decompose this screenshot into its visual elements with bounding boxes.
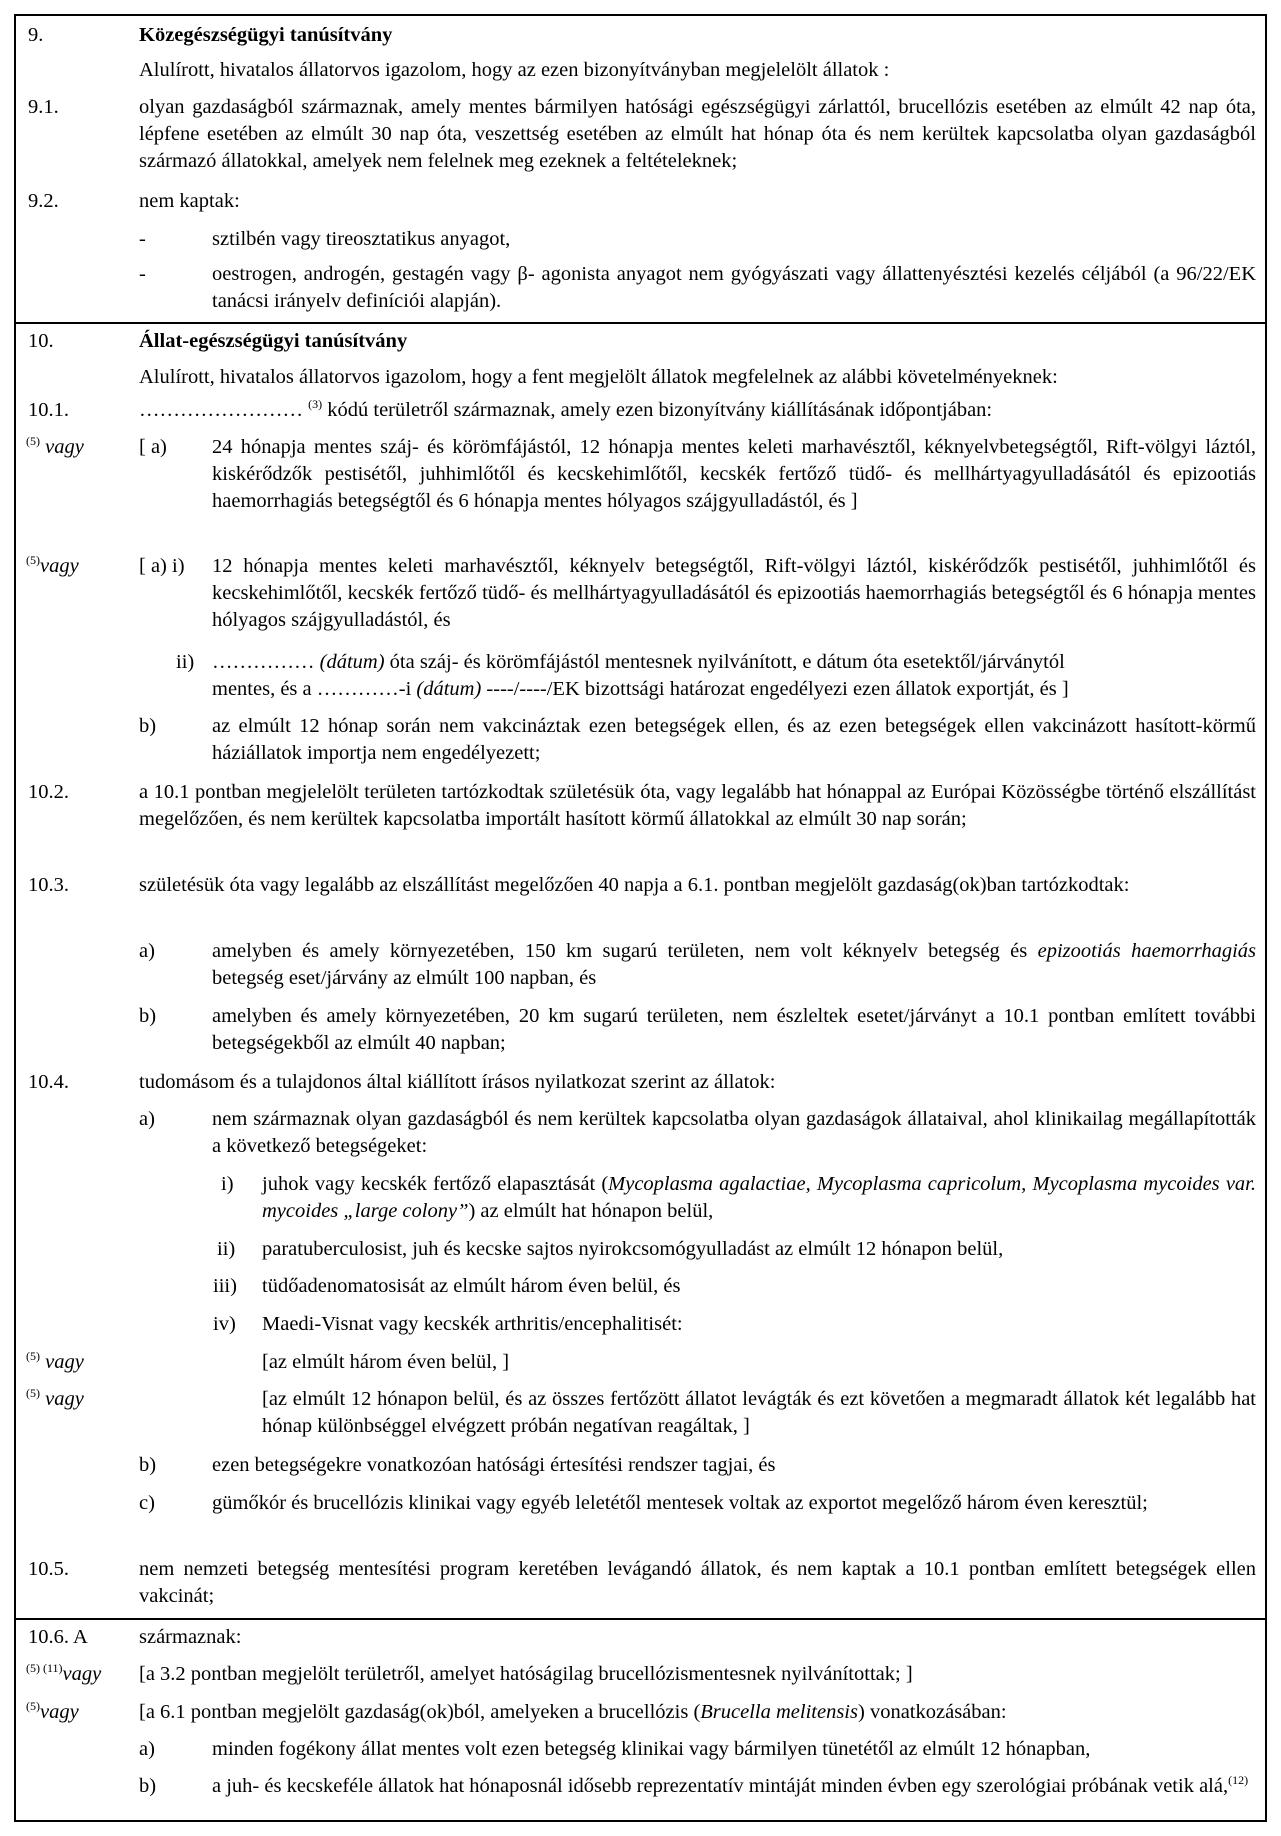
s10-3-a-text-2: betegség eset/járvány az elmúlt 100 napban, és — [212, 967, 597, 989]
datum-placeholder: (dátum) — [314, 651, 385, 673]
s10-4-c-text: gümőkór és brucellózis klinikai vagy egyéb leletétől mentesek voltak az exportot megelőző három éven keresztül; — [212, 1492, 1148, 1514]
s10-3-a-text-1: amelyben és amely környezetében, 150 km sugarú területen, nem volt kéknyelv betegség és — [212, 940, 1038, 962]
certificate-page — [14, 14, 1267, 1822]
s9-number: 9. — [28, 24, 44, 46]
s10-1-aii-text-2a: mentes, és a …………-i — [212, 678, 417, 700]
s10-title: Állat-egészségügyi tanúsítvány — [139, 330, 408, 352]
s10-4-number: 10.4. — [28, 1071, 69, 1093]
datum-placeholder: (dátum) — [416, 678, 482, 700]
s10-1-a-text: 24 hónapja mentes száj- és körömfájástól, 12 hónapja mentes keleti marhavésztől, kéknyelvbetegségtől, Rift-völgyi láztól, kiskérődzők pestisétől, juhhimlőtől és kecskehimlőtől, kecskék fertőző tüdő- és mellhártyagyulladásától és epizootiás haemorrhagiás betegségtől és 6 hónapja mentes hólyagos szájgyulladástól, és ] — [212, 436, 1256, 512]
s10-4-aiii-label: iii) — [213, 1275, 237, 1297]
s10-4-option-2-text: [az elmúlt 12 hónapon belül, és az összes fertőzött állatot levágták és ezt követően a megmaradt állatok két legalább hat hónap különbséggel elvégzett próbán negatívan reagáltak, ] — [262, 1388, 1256, 1437]
s10-4-aiv-label: iv) — [213, 1313, 236, 1335]
s10-4-a-text: nem származnak olyan gazdaságból és nem kerültek kapcsolatba olyan gazdaságok állataival, ahol klinikailag megállapították a következő betegségeket: — [212, 1108, 1256, 1157]
s10-number: 10. — [28, 330, 54, 352]
s10-3-a-italic: epizootiás haemorrhagiás — [1037, 940, 1256, 962]
s10-3-text: születésük óta vagy legalább az elszállítást megelőzően 40 napja a 6.1. pontban megjelölt gazdaság(ok)ban tartózkodtak: — [139, 874, 1130, 896]
footnote-ref: (3) — [308, 397, 323, 411]
s10-1-ai-label: [ a) i) — [139, 555, 185, 577]
s10-1-b-label: b) — [139, 715, 157, 737]
s9-intro: Alulírott, hivatalos állatorvos igazolom, hogy az ezen bizonyítványban megjelelölt állatok : — [139, 59, 890, 81]
s10-1-number: 10.1. — [28, 399, 69, 421]
s10-6-b-text: a juh- és kecskeféle állatok hat hónaposnál idősebb reprezentatív mintáját minden évben egy szerológiai próbának vetik alá, — [212, 1775, 1229, 1797]
s10-intro: Alulírott, hivatalos állatorvos igazolom, hogy a fent megjelölt állatok megfelelnek az alábbi követelményeknek: — [139, 366, 1058, 388]
s10-6-b-label: b) — [139, 1775, 157, 1797]
s9-1-number: 9.1. — [28, 96, 59, 118]
vagy-mark: $^{(5)}$ vagy — [26, 1386, 84, 1410]
s10-4-aii-text: paratuberculosist, juh és kecske sajtos nyirokcsomógyulladást az elmúlt 12 hónapon belül, — [262, 1238, 1004, 1260]
s10-1-ai-text: 12 hónapja mentes keleti marhavésztől, kéknyelv betegségtől, Rift-völgyi láztól, kiskérődzők pestisétől, juhhimlőtől és kecskehimlőtől, kecskék fertőző tüdő- és mellhártyagyulladásától és epizootiás haemorrhagiás betegségtől és 6 hónapja mentes hólyagos szájgyulladástól, és — [212, 555, 1256, 631]
s10-3-b-text: amelyben és amely környezetében, 20 km sugarú területen, nem észleltek esetet/járványt a 10.1 pontban említett további betegségekből az elmúlt 40 napban; — [212, 1005, 1256, 1054]
s10-1-text: kódú területről származnak, amely ezen bizonyítvány kiállításának időpontjában: — [322, 399, 993, 421]
s9-2-text: nem kaptak: — [139, 190, 240, 212]
s9-1-text: olyan gazdaságból származnak, amely mentes bármilyen hatósági egészségügyi zárlattól, brucellózis esetében az elmúlt 42 nap óta, lépfene esetében az elmúlt 30 nap óta, veszettség esetében az elmúlt hat hónap óta és nem kerültek kapcsolatba olyan gazdaságból származó állatokkal, amelyek nem felelnek meg ezeknek a feltételeknek; — [139, 96, 1256, 172]
s10-4-aiii-text: tüdőadenomatosisát az elmúlt három éven belül, és — [262, 1275, 681, 1297]
s10-4-text: tudomásom és a tulajdonos által kiállított írásos nyilatkozat szerint az állatok: — [139, 1071, 776, 1093]
s10-3-number: 10.3. — [28, 874, 69, 896]
s10-1-aii-text: óta száj- és körömfájástól mentesnek nyilvánított, e dátum óta esetektől/járványtól — [384, 651, 1065, 673]
s10-1-a-label: [ a) — [139, 436, 167, 458]
s10-6-number: 10.6. A — [28, 1626, 88, 1648]
vagy-mark: $^{(5)}$vagy — [26, 1699, 79, 1723]
vagy-mark: $^{(5)}$ vagy — [26, 1349, 84, 1373]
s10-6-a-text: minden fogékony állat mentes volt ezen betegség klinikai vagy bármilyen tünetétől az elmúlt 12 hónapban, — [212, 1738, 1091, 1760]
s10-6-option-2-text-1: [a 6.1 pontban megjelölt gazdaság(ok)ból, amelyeken a brucellózis ( — [139, 1701, 701, 1723]
s10-6-option-1-text: [a 3.2 pontban megjelölt területről, amelyet hatóságilag brucellózismentesnek nyilvánítottak; ] — [139, 1663, 913, 1685]
s10-4-b-label: b) — [139, 1454, 157, 1476]
s10-3-b-label: b) — [139, 1005, 157, 1027]
s9-2-bullet-2-text: oestrogen, androgén, gestagén vagy β- agonista anyagot nem gyógyászati vagy állattenyésztési kezelés céljából (a 96/22/EK tanácsi irányelv definíciói alapján). — [212, 263, 1256, 312]
s10-3-a-label: a) — [139, 940, 155, 962]
s10-4-aiv-text: Maedi-Visnat vagy kecskék arthritis/encephalitisét: — [262, 1313, 683, 1335]
vagy-mark: $^{(5)}$ vagy — [26, 434, 84, 458]
dash-bullet: - — [139, 228, 146, 250]
s9-2-bullet-1-text: sztilbén vagy tireosztatikus anyagot, — [212, 228, 511, 250]
fill-in-dots: …………………… — [139, 399, 303, 421]
s10-1-aii-text-2b: ----/----/EK bizottsági határozat engedélyezi ezen állatok exportját, és ] — [481, 678, 1069, 700]
section-divider — [16, 322, 1265, 324]
s10-4-ai-text-1: juhok vagy kecskék fertőző elapasztását ( — [262, 1173, 609, 1195]
s10-6-text: származnak: — [139, 1626, 242, 1648]
s10-6-option-2-italic: Brucella melitensis — [700, 1701, 858, 1723]
dash-bullet: - — [139, 263, 146, 285]
s10-2-text: a 10.1 pontban megjelelölt területen tartózkodtak születésük óta, vagy legalább hat hónappal az Európai Közösségbe történő elszállítást megelőzően, és nem kerültek kapcsolatba importált hasított körmű állatokkal az elmúlt 30 nap során; — [139, 781, 1256, 830]
vagy-mark: $^{(5)}$vagy — [26, 553, 79, 577]
s9-2-number: 9.2. — [28, 190, 59, 212]
s10-1-b-text: az elmúlt 12 hónap során nem vakcináztak ezen betegségek ellen, és az ezen betegségek ellen vakcinázott hasított-körmű háziállatok importja nem engedélyezett; — [212, 715, 1256, 764]
s10-6-a-label: a) — [139, 1738, 155, 1760]
s10-5-text: nem nemzeti betegség mentesítési program keretében levágandó állatok, és nem kaptak a 10.1 pontban említett betegségek ellen vakcinát; — [139, 1558, 1256, 1607]
s10-4-aii-label: ii) — [217, 1238, 236, 1260]
footnote-ref: (12) — [1228, 1773, 1249, 1787]
s10-4-ai-text-2: ) az elmúlt hat hónapon belül, — [468, 1200, 714, 1222]
s10-2-number: 10.2. — [28, 781, 69, 803]
s10-5-number: 10.5. — [28, 1558, 69, 1580]
s10-4-a-label: a) — [139, 1108, 155, 1130]
s10-1-aii-label: ii) — [176, 651, 195, 673]
s10-6-option-2-text-2: ) vonatkozásában: — [858, 1701, 1007, 1723]
s10-4-option-1-text: [az elmúlt három éven belül, ] — [262, 1351, 510, 1373]
section-divider — [16, 1618, 1265, 1620]
s10-4-ai-label: i) — [221, 1173, 234, 1195]
s10-4-c-label: c) — [139, 1492, 155, 1514]
fill-in-dots: …………… — [212, 651, 315, 673]
s10-4-b-text: ezen betegségekre vonatkozóan hatósági értesítési rendszer tagjai, és — [212, 1454, 776, 1476]
s10-4-ai-italic: Mycoplasma agalactiae, Mycoplasma capricolum, Mycoplasma mycoides var. mycoides „large colony” — [262, 1173, 1257, 1222]
vagy-mark: $^{(5) (11)}$vagy — [26, 1661, 102, 1685]
s9-title: Közegészségügyi tanúsítvány — [139, 24, 393, 46]
